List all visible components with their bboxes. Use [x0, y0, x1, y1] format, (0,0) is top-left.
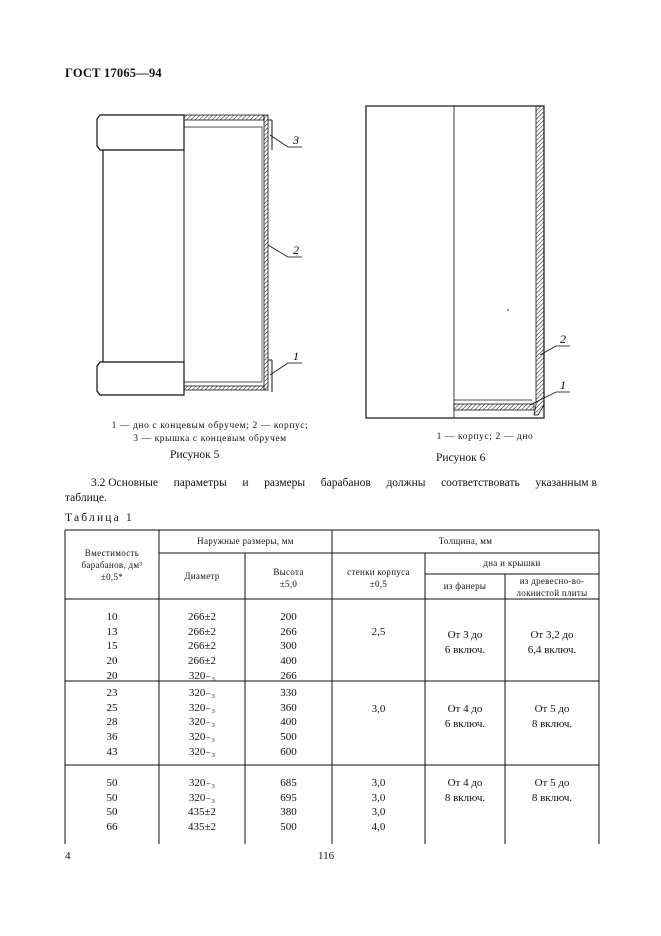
- table-cell: 20: [106, 655, 118, 668]
- g1-wall: [332, 625, 425, 640]
- table-cell: 23: [106, 687, 118, 699]
- table-cell: 13: [106, 625, 118, 638]
- header-height: [245, 566, 332, 590]
- table-cell: 500: [280, 821, 297, 834]
- table-cell: 25: [106, 701, 118, 714]
- table-cell: 200: [280, 611, 297, 623]
- table-cell: 50: [106, 791, 118, 804]
- table-cell: 4,0: [371, 821, 386, 834]
- figure-5-caption-line2: 3 — крышка с концевым обручем: [133, 434, 287, 444]
- table-cell: 266±2: [187, 640, 217, 653]
- header-capacity: [65, 547, 159, 583]
- table-cell: 8 включ.: [531, 717, 573, 730]
- g3-fiberboard: [505, 776, 599, 805]
- table-cell: 3,0: [371, 806, 386, 819]
- g3-capacity: [65, 776, 159, 835]
- table-cell: 8 включ.: [531, 791, 573, 804]
- figure-6-title: Рисунок 6: [436, 452, 486, 464]
- table-cell: 300: [280, 640, 297, 653]
- table-cell: 685: [280, 777, 297, 789]
- table-cell: 435±2: [187, 806, 217, 819]
- table-cell: От 3,2 до: [530, 629, 574, 641]
- table-cell: 360: [280, 701, 297, 714]
- header-diameter: Диаметр: [184, 571, 220, 581]
- g2-capacity: [65, 686, 159, 760]
- g3-plywood: [425, 776, 505, 805]
- table-cell: 266±2: [187, 625, 217, 638]
- table-cell: От 5 до: [534, 703, 570, 715]
- table-cell: 330: [280, 687, 297, 699]
- table-cell: 28: [106, 716, 118, 729]
- g1-diameter: [159, 610, 245, 684]
- document-header: ГОСТ 17065—94: [65, 66, 162, 80]
- g1-capacity: [65, 610, 159, 684]
- table-cell: От 3 до: [447, 629, 483, 641]
- header-fiberboard-l1: из древесно-во-: [519, 576, 585, 586]
- word: указанным в: [535, 477, 597, 489]
- g2-fiberboard: [505, 702, 599, 731]
- word: барабанов: [320, 477, 371, 489]
- word: соответствовать: [441, 477, 520, 489]
- fig6-callout-1: 1: [560, 378, 566, 392]
- table-cell: 10: [106, 611, 118, 623]
- table-cell: 380: [280, 806, 297, 819]
- g3-height: [245, 776, 332, 835]
- word: должны: [386, 477, 426, 489]
- g2-diameter: [159, 686, 245, 760]
- table-cell: 8 включ.: [444, 791, 486, 804]
- table-title: Таблица 1: [65, 512, 134, 524]
- table-cell: 400: [280, 716, 297, 729]
- g1-plywood: [425, 628, 505, 657]
- table-cell: 435±2: [187, 821, 217, 834]
- header-height-l1: Высота: [273, 567, 304, 577]
- table-cell: 6 включ.: [444, 643, 486, 656]
- table-cell: 695: [280, 791, 297, 804]
- figure-5-title: Рисунок 5: [170, 449, 220, 461]
- g3-diameter: [159, 776, 245, 835]
- table-cell: 320₋₃: [188, 687, 216, 699]
- header-capacity-l1: Вместимость: [84, 548, 140, 558]
- table-cell: 66: [106, 821, 118, 834]
- table-cell: 20: [106, 669, 118, 682]
- g3-wall: [332, 776, 425, 835]
- paragraph-line-2: таблице.: [65, 492, 107, 504]
- table-cell: 50: [106, 806, 118, 819]
- table-cell: 15: [106, 640, 118, 653]
- word: размеры: [264, 477, 306, 489]
- table-cell: 320₋₃: [188, 716, 216, 729]
- table-cell: 3,0: [371, 703, 386, 715]
- table-cell: 320₋₃: [188, 701, 216, 714]
- header-bottom-lid: дна и крышки: [483, 558, 541, 568]
- word: параметры: [173, 477, 227, 489]
- table-cell: 320₋₃: [188, 731, 216, 744]
- table-cell: От 5 до: [534, 777, 570, 789]
- table-cell: 36: [106, 731, 118, 744]
- g1-height: [245, 610, 332, 684]
- word: и: [242, 477, 249, 489]
- table-cell: 320₋₃: [188, 777, 216, 789]
- table-cell: 43: [106, 745, 118, 758]
- page-number-center: 116: [318, 850, 335, 862]
- table-cell: 3,0: [371, 791, 386, 804]
- table-cell: 266: [280, 669, 297, 682]
- header-plywood: из фанеры: [443, 581, 487, 591]
- table-cell: 320₋₃: [188, 745, 216, 758]
- g1-fiberboard: [505, 628, 599, 657]
- table-cell: 266±2: [187, 611, 217, 623]
- header-thickness: Толщина, мм: [438, 536, 493, 546]
- table-cell: 500: [280, 731, 297, 744]
- header-fiberboard: [505, 575, 599, 599]
- fig5-callout-1: 1: [293, 349, 299, 363]
- header-fiberboard-l2: локнистой плиты: [516, 588, 588, 598]
- header-walls-l2: ±0,5: [369, 579, 388, 589]
- table-cell: 320₋₃: [188, 669, 216, 682]
- g2-plywood: [425, 702, 505, 731]
- table-cell: 320₋₃: [188, 791, 216, 804]
- header-walls: [332, 566, 425, 590]
- table-cell: 2,5: [371, 626, 386, 638]
- table-cell: 400: [280, 655, 297, 668]
- table-cell: 6 включ.: [444, 717, 486, 730]
- table-cell: 3,0: [371, 777, 386, 789]
- figure-6-caption: 1 — корпус; 2 — дно: [436, 432, 534, 442]
- figure-5-caption-line1: 1 — дно с концевым обручем; 2 — корпус;: [111, 421, 309, 431]
- header-capacity-l2: барабанов, дм³: [81, 560, 143, 570]
- table-cell: 266: [280, 625, 297, 638]
- g2-wall: [332, 702, 425, 717]
- header-walls-l1: стенки корпуса: [347, 567, 410, 577]
- table-cell: 6,4 включ.: [527, 643, 577, 656]
- table-cell: 266±2: [187, 655, 217, 668]
- table-cell: От 4 до: [447, 777, 483, 789]
- fig6-callout-2: 2: [560, 332, 566, 346]
- header-capacity-l3: ±0,5*: [100, 572, 124, 582]
- header-height-l2: ±5,0: [279, 579, 298, 589]
- page-number-left: 4: [65, 850, 71, 862]
- word: 3.2 Основные: [91, 477, 158, 489]
- table-cell: От 4 до: [447, 703, 483, 715]
- table-cell: 50: [106, 777, 118, 789]
- table-cell: 600: [280, 745, 297, 758]
- header-outer-dims: Наружные размеры, мм: [197, 536, 294, 546]
- g2-height: [245, 686, 332, 760]
- fig5-callout-2: 2: [293, 243, 299, 257]
- fig5-callout-3: 3: [293, 133, 299, 147]
